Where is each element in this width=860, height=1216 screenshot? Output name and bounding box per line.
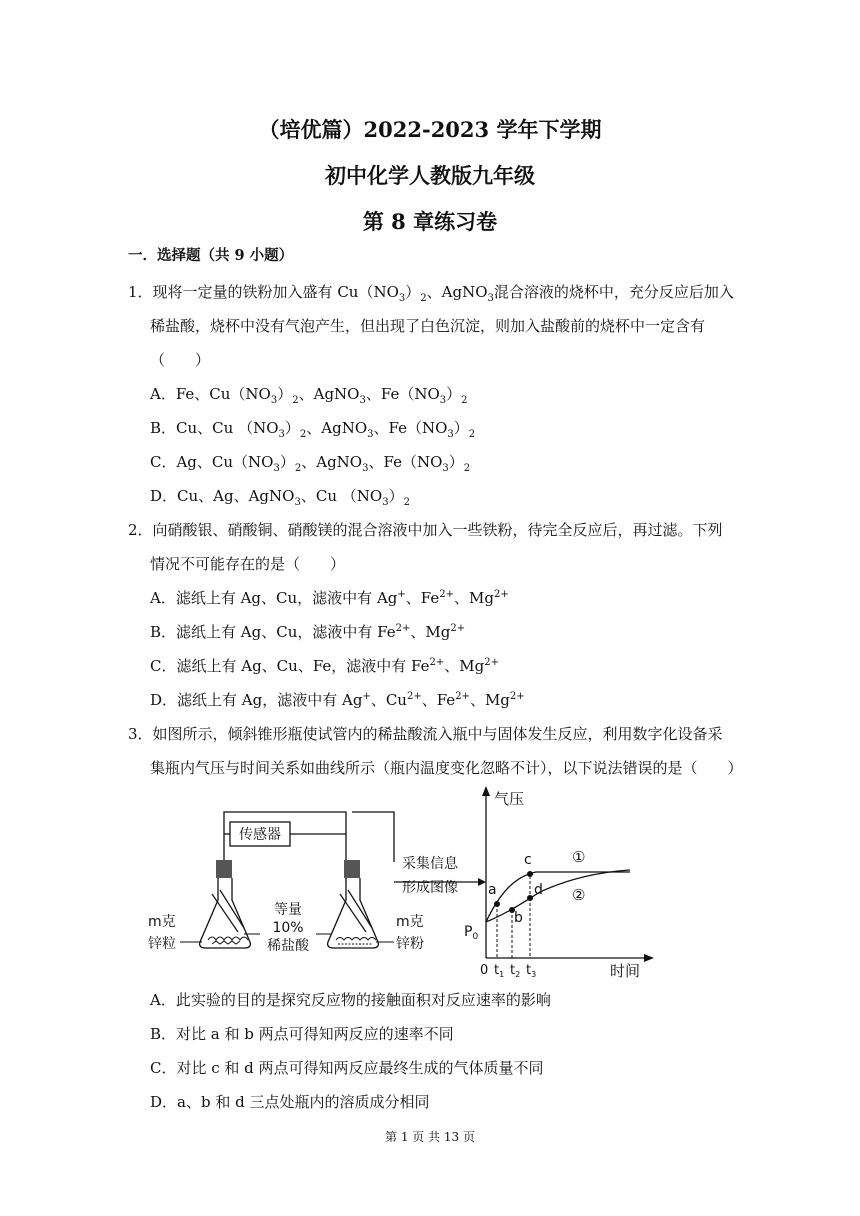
p0-label: $P_0$ [464, 924, 479, 942]
q1-option-a: A．Fe、$Cu(NO_3)_2$、AgNO$_3$、$Fe(NO_3)_2$ [150, 385, 468, 406]
doc-title-line3: 第 8 章练习卷 [362, 209, 498, 234]
right-label-1: m克 [396, 914, 424, 930]
q1-line1: 1．现将一定量的铁粉加入盛有 $Cu(NO_3)_2$、AgNO$_3$混合溶液的烧杯中，充分反应后加入 [128, 283, 734, 304]
curve-2 [486, 870, 630, 922]
q1-line2: 稀盐酸，烧杯中没有气泡产生，但出现了白色沉淀，则加入盐酸前的烧杯中一定含有 [150, 317, 706, 335]
point-a [494, 901, 500, 907]
q3-option-c: C．对比 c 和 d 两点可得知两反应最终生成的气体质量不同 [150, 1059, 544, 1077]
mid-label-2: 10% [272, 920, 304, 936]
curve-1-label: ① [572, 848, 586, 866]
q3-option-d: D．a、b 和 d 三点处瓶内的溶质成分相同 [150, 1093, 430, 1111]
q1-option-c: C．Ag、$Cu(NO_3)_2$、AgNO$_3$、$Fe(NO_3)_2$ [150, 453, 471, 474]
doc-title-line1: （培优篇）2022-2023 学年下学期 [258, 117, 602, 142]
q2-option-c: C．滤纸上有 Ag、Cu、Fe，滤液中有 $Fe^{2+}$、$Mg^{2+}$ [150, 657, 499, 675]
page-footer: 第 1 页 共 13 页 [385, 1130, 475, 1144]
left-label-2: 锌粒 [148, 936, 176, 952]
sensor-label: 传感器 [239, 827, 281, 843]
mid-label-1: 等量 [274, 902, 302, 918]
x-axis-label: 时间 [610, 962, 641, 980]
doc-title-line2: 初中化学人教版九年级 [325, 163, 535, 188]
collect-label-1: 采集信息 [402, 856, 458, 872]
y-axis-arrow [482, 786, 490, 796]
experiment-figure [140, 782, 660, 980]
x-axis-arrow [644, 954, 654, 962]
point-d [527, 895, 533, 901]
q2-option-a: A．滤纸上有 Ag、Cu，滤液中有 Ag+、$Fe^{2+}$、$Mg^{2+}$ [150, 589, 509, 607]
q3-option-a: A．此实验的目的是探究反应物的接触面积对反应速率的影响 [150, 991, 551, 1009]
q1-line3: （ ） [150, 351, 211, 369]
point-c [527, 871, 533, 877]
right-flask [328, 860, 379, 948]
point-b-label: b [514, 910, 523, 926]
left-label-1: m克 [148, 914, 176, 930]
right-label-2: 锌粉 [396, 936, 424, 952]
curve-2-label: ② [572, 886, 586, 904]
q3-option-b: B．对比 a 和 b 两点可得知两反应的速率不同 [150, 1025, 454, 1043]
t3-label: $t_3$ [526, 963, 537, 979]
section-heading: 一．选择题（共 9 小题） [128, 247, 294, 264]
origin-label: 0 [480, 963, 489, 978]
q2-line1: 2．向硝酸银、硝酸铜、硝酸镁的混合溶液中加入一些铁粉，待完全反应后，再过滤。下列 [128, 521, 723, 539]
mid-label-3: 稀盐酸 [267, 938, 309, 954]
q2-option-b: B．滤纸上有 Ag、Cu，滤液中有 $Fe^{2+}$、$Mg^{2+}$ [150, 623, 466, 641]
q1-option-d: D．Cu、Ag、AgNO$_3$、Cu $(NO_3)_2$ [150, 487, 410, 508]
t2-label: $t_2$ [510, 963, 521, 979]
q1-option-b: B．Cu、Cu $(NO_3)_2$、AgNO$_3$、$Fe(NO_3)_2$ [150, 419, 476, 440]
y-axis-label: 气压 [494, 790, 525, 808]
t1-label: $t_1$ [494, 963, 505, 979]
signal-wire [352, 812, 394, 862]
point-c-label: c [524, 852, 532, 868]
point-d-label: d [534, 882, 543, 898]
q2-option-d: D．滤纸上有 Ag，滤液中有 Ag+、$Cu^{2+}$、$Fe^{2+}$、$Mg^{2+}$ [150, 691, 525, 709]
pressure-time-graph [464, 786, 654, 980]
signal-arrowhead [478, 878, 486, 886]
point-a-label: a [488, 882, 497, 898]
q2-line2: 情况不可能存在的是（ ） [150, 555, 346, 573]
collect-label-2: 形成图像 [402, 880, 458, 896]
curve-1 [486, 872, 630, 922]
q3-line2: 集瓶内气压与时间关系如曲线所示（瓶内温度变化忽略不计），以下说法错误的是（ ） [150, 759, 743, 777]
q3-line1: 3．如图所示，倾斜锥形瓶使试管内的稀盐酸流入瓶中与固体发生反应，利用数字化设备采 [128, 725, 723, 743]
left-flask [200, 860, 251, 948]
